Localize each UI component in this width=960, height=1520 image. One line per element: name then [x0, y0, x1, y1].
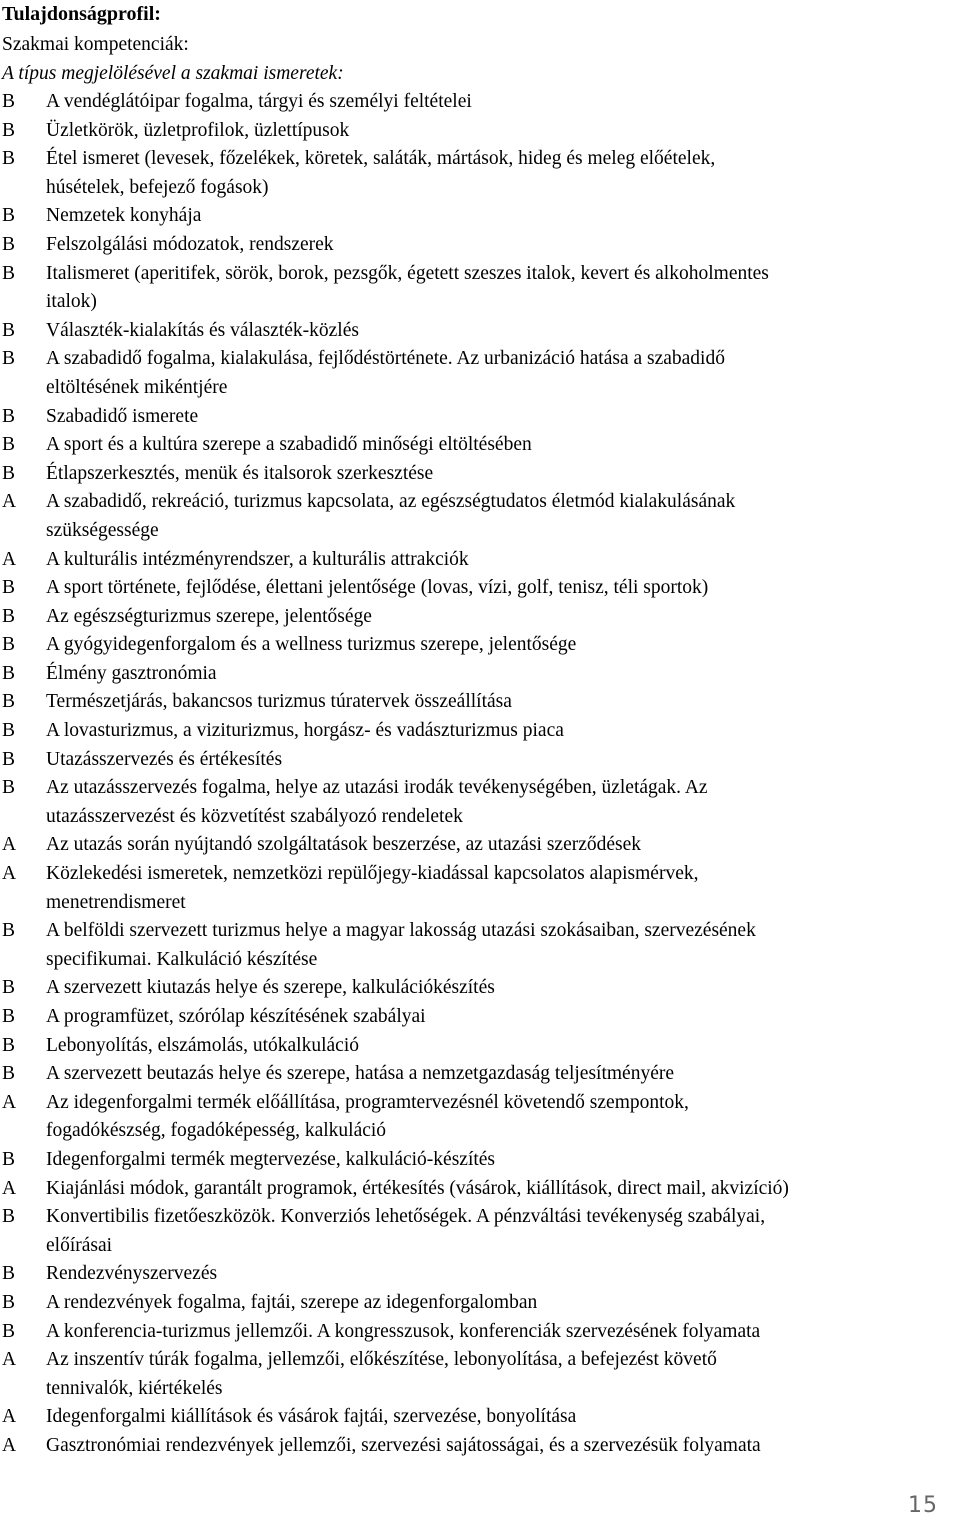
- list-item: [2, 1289, 960, 1318]
- page-title: Tulajdonságprofil:: [2, 3, 161, 25]
- item-text-line: Az utazás során nyújtandó szolgáltatások beszerzése, az utazási szerződések: [46, 834, 642, 856]
- item-text: [46, 117, 960, 146]
- list-item: [2, 631, 960, 660]
- item-type-code: B: [2, 720, 16, 742]
- list-intro: A típus megjelölésével a szakmai ismeretek:: [2, 63, 344, 84]
- item-text: [46, 717, 960, 746]
- list-item: [2, 1318, 960, 1347]
- list-item: [2, 403, 960, 432]
- item-type-code: B: [2, 434, 16, 456]
- item-type-code: B: [2, 1034, 16, 1056]
- item-text: [46, 860, 960, 917]
- item-text-line: A lovasturizmus, a viziturizmus, horgász- és vadászturizmus piaca: [46, 720, 564, 742]
- item-text: [46, 546, 960, 575]
- item-type-code: B: [2, 1263, 16, 1285]
- item-text: [46, 1260, 960, 1289]
- item-text-line: Az idegenforgalmi termék előállítása, programtervezésnél követendő szempontok,: [46, 1091, 689, 1113]
- item-text: [46, 746, 960, 775]
- item-text: [46, 231, 960, 260]
- list-item: [2, 260, 960, 317]
- item-type-code: B: [2, 205, 16, 227]
- item-text: [46, 574, 960, 603]
- item-type-code: B: [2, 1006, 16, 1027]
- list-item: [2, 1060, 960, 1089]
- item-type-code: A: [2, 1091, 17, 1113]
- item-text-line: Lebonyolítás, elszámolás, utókalkuláció: [46, 1034, 359, 1056]
- list-item: [2, 202, 960, 231]
- item-type-code: B: [2, 662, 16, 684]
- item-type-code: A: [2, 1177, 17, 1199]
- item-text: [46, 774, 960, 831]
- item-type-code: A: [2, 834, 17, 856]
- item-type-code: B: [2, 1063, 16, 1085]
- item-type-code: B: [2, 319, 16, 341]
- list-item: [2, 117, 960, 146]
- item-text-line: Konvertibilis fizetőeszközök. Konverziós lehetőségek. A pénzváltási tevékenység szabályai,: [46, 1206, 766, 1228]
- item-text-line: Az utazásszervezés fogalma, helye az utazási irodák tevékenységében, üzletágak. Az: [46, 777, 708, 799]
- item-type-code: B: [2, 1291, 16, 1313]
- item-text-line: Üzletkörök, üzletprofilok, üzlettípusok: [46, 119, 350, 141]
- item-text: [46, 1432, 960, 1461]
- item-text: [46, 603, 960, 632]
- item-text: [46, 631, 960, 660]
- list-item: [2, 831, 960, 860]
- item-text-line: Szabadidő ismerete: [46, 405, 199, 427]
- item-text: [46, 1089, 960, 1146]
- item-type-code: B: [2, 348, 16, 370]
- list-item: [2, 1032, 960, 1061]
- item-type-code: B: [2, 748, 16, 770]
- page-number: 15: [908, 1493, 938, 1518]
- item-text: [46, 1318, 960, 1347]
- item-text-line: italok): [46, 291, 97, 313]
- item-type-code: A: [2, 491, 17, 513]
- list-item: [2, 1403, 960, 1432]
- item-type-code: B: [2, 691, 16, 713]
- item-text-line: A belföldi szervezett turizmus helye a magyar lakosság utazási szokásaiban, szervezésének: [46, 920, 756, 942]
- item-text-line: A gyógyidegenforgalom és a wellness turizmus szerepe, jelentősége: [46, 634, 577, 656]
- item-text-line: Az egészségturizmus szerepe, jelentősége: [46, 605, 372, 627]
- list-item: [2, 1346, 960, 1403]
- list-item: [2, 774, 960, 831]
- item-text-line: A szabadidő, rekreáció, turizmus kapcsolata, az egészségtudatos életmód kialakulásának: [46, 491, 736, 513]
- list-item: [2, 688, 960, 717]
- item-type-code: B: [2, 262, 16, 284]
- item-text-line: húsételek, befejező fogások): [46, 176, 269, 198]
- list-item: [2, 1432, 960, 1461]
- item-text: [46, 1003, 960, 1032]
- item-text-line: A szabadidő fogalma, kialakulása, fejlődéstörténete. Az urbanizáció hatása a szabadidő: [46, 348, 725, 370]
- list-item: [2, 860, 960, 917]
- item-text-line: Természetjárás, bakancsos turizmus túratervek összeállítása: [46, 691, 512, 713]
- item-type-code: B: [2, 977, 16, 999]
- item-text-line: tennivalók, kiértékelés: [46, 1377, 223, 1399]
- item-text: [46, 145, 960, 202]
- item-type-code: B: [2, 1320, 16, 1342]
- item-text-line: Utazásszervezés és értékesítés: [46, 748, 283, 770]
- item-text: [46, 1060, 960, 1089]
- item-text: [46, 831, 960, 860]
- item-text: [46, 202, 960, 231]
- item-text: [46, 88, 960, 117]
- item-text-line: A szervezett beutazás helye és szerepe, hatása a nemzetgazdaság teljesítményére: [46, 1063, 674, 1085]
- item-text: [46, 1289, 960, 1318]
- item-text-line: Étlapszerkesztés, menük és italsorok szerkesztése: [46, 462, 434, 484]
- item-text: [46, 1032, 960, 1061]
- list-item: [2, 546, 960, 575]
- item-type-code: B: [2, 405, 16, 427]
- item-type-code: A: [2, 1406, 17, 1428]
- item-text-line: Italismeret (aperitifek, sörök, borok, pezsgők, égetett szeszes italok, kevert és alkoholmentes: [46, 262, 769, 284]
- item-text-line: Felszolgálási módozatok, rendszerek: [46, 233, 334, 255]
- item-text-line: Rendezvényszervezés: [46, 1263, 218, 1285]
- item-text-line: A kulturális intézményrendszer, a kulturális attrakciók: [46, 548, 469, 570]
- list-item: [2, 1003, 960, 1032]
- item-text: [46, 431, 960, 460]
- item-type-code: B: [2, 91, 16, 112]
- document-page: [2, 0, 958, 1520]
- item-text-line: A szervezett kiutazás helye és szerepe, kalkulációkészítés: [46, 977, 495, 999]
- competency-list: [2, 88, 960, 1461]
- list-item: [2, 746, 960, 775]
- item-text: [46, 403, 960, 432]
- item-text-line: Közlekedési ismeretek, nemzetközi repülőjegy-kiadással kapcsolatos alapismérvek,: [46, 863, 699, 885]
- item-type-code: B: [2, 233, 16, 255]
- item-text: [46, 1346, 960, 1403]
- list-item: [2, 603, 960, 632]
- item-text: [46, 688, 960, 717]
- item-text-line: A konferencia-turizmus jellemzői. A kongresszusok, konferenciák szervezésének folyamata: [46, 1320, 761, 1342]
- item-text-line: Választék-kialakítás és választék-közlés: [46, 319, 359, 341]
- list-item: [2, 1146, 960, 1175]
- item-text: [46, 1146, 960, 1175]
- list-item: [2, 1089, 960, 1146]
- item-text: [46, 260, 960, 317]
- item-type-code: B: [2, 920, 16, 942]
- item-text-line: Élmény gasztronómia: [46, 662, 217, 684]
- item-text-line: A vendéglátóipar fogalma, tárgyi és személyi feltételei: [46, 91, 472, 112]
- list-item: [2, 488, 960, 545]
- item-text-line: A sport története, fejlődése, élettani jelentősége (lovas, vízi, golf, tenisz, téli sportok): [46, 577, 709, 599]
- section-subtitle: Szakmai kompetenciák:: [2, 34, 189, 55]
- item-type-code: B: [2, 777, 16, 799]
- item-type-code: A: [2, 548, 17, 570]
- list-item: [2, 317, 960, 346]
- list-item: [2, 1175, 960, 1204]
- list-item: [2, 431, 960, 460]
- item-text-line: utazásszervezést és közvetítést szabályozó rendeletek: [46, 805, 463, 827]
- item-type-code: A: [2, 863, 17, 885]
- item-text-line: menetrendismeret: [46, 891, 186, 913]
- item-text: [46, 460, 960, 489]
- list-item: [2, 145, 960, 202]
- item-text: [46, 1403, 960, 1432]
- item-text: [46, 1203, 960, 1260]
- item-type-code: B: [2, 119, 16, 141]
- item-text: [46, 317, 960, 346]
- list-item: [2, 345, 960, 402]
- list-item: [2, 1203, 960, 1260]
- item-type-code: B: [2, 1206, 16, 1228]
- list-item: [2, 231, 960, 260]
- item-text: [46, 345, 960, 402]
- item-text-line: Az inszentív túrák fogalma, jellemzői, előkészítése, lebonyolítása, a befejezést követő: [46, 1349, 717, 1371]
- item-type-code: A: [2, 1349, 17, 1371]
- item-text: [46, 974, 960, 1003]
- item-type-code: B: [2, 1148, 16, 1170]
- item-text-line: Idegenforgalmi termék megtervezése, kalkuláció-készítés: [46, 1148, 496, 1170]
- item-text: [46, 488, 960, 545]
- item-text-line: eltöltésének mikéntjére: [46, 376, 228, 398]
- list-item: [2, 917, 960, 974]
- item-text-line: A programfüzet, szórólap készítésének szabályai: [46, 1006, 426, 1027]
- item-text-line: szükségessége: [46, 519, 159, 541]
- list-item: [2, 460, 960, 489]
- item-text-line: Gasztronómiai rendezvények jellemzői, szervezési sajátosságai, és a szervezésük folyamata: [46, 1434, 761, 1456]
- item-text: [46, 660, 960, 689]
- list-item: [2, 660, 960, 689]
- item-type-code: B: [2, 148, 16, 170]
- item-text-line: Kiajánlási módok, garantált programok, értékesítés (vásárok, kiállítások, direct mail, akvizíció): [46, 1177, 789, 1199]
- list-item: [2, 88, 960, 117]
- item-text-line: A rendezvények fogalma, fajtái, szerepe az idegenforgalomban: [46, 1291, 538, 1313]
- item-type-code: B: [2, 577, 16, 599]
- list-item: [2, 1260, 960, 1289]
- item-text-line: specifikumai. Kalkuláció készítése: [46, 948, 318, 970]
- item-text-line: fogadókészség, fogadóképesség, kalkuláció: [46, 1120, 387, 1142]
- item-text: [46, 917, 960, 974]
- item-type-code: B: [2, 634, 16, 656]
- list-item: [2, 717, 960, 746]
- item-text: [46, 1175, 960, 1204]
- item-type-code: B: [2, 605, 16, 627]
- list-item: [2, 974, 960, 1003]
- item-type-code: B: [2, 462, 16, 484]
- item-text-line: Étel ismeret (levesek, főzelékek, köretek, saláták, mártások, hideg és meleg előételek,: [46, 148, 716, 170]
- item-type-code: A: [2, 1434, 17, 1456]
- item-text-line: Idegenforgalmi kiállítások és vásárok fajtái, szervezése, bonyolítása: [46, 1406, 577, 1428]
- item-text-line: előírásai: [46, 1234, 113, 1256]
- item-text-line: Nemzetek konyhája: [46, 205, 202, 227]
- list-item: [2, 574, 960, 603]
- item-text-line: A sport és a kultúra szerepe a szabadidő minőségi eltöltésében: [46, 434, 532, 456]
